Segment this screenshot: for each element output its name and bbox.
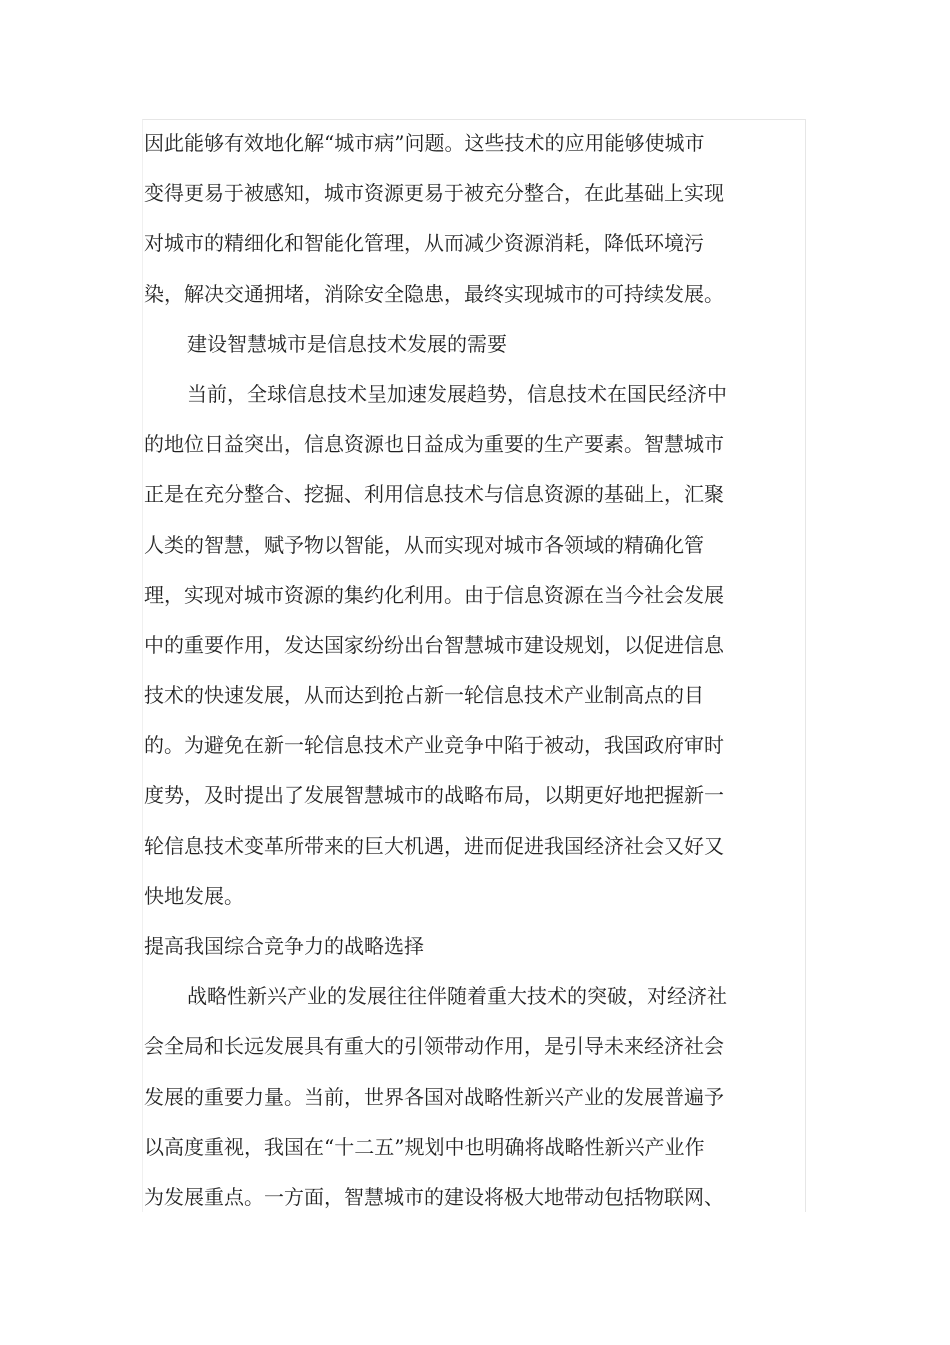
text-line: 理，实现对城市资源的集约化利用。由于信息资源在当今社会发展 [144,582,724,607]
text-line: 因此能够有效地化解“城市病”问题。这些技术的应用能够使城市 [144,131,705,155]
text-line: 正是在充分整合、挖掘、利用信息技术与信息资源的基础上，汇聚 [144,482,724,507]
text-line: 人类的智慧，赋予物以智能，从而实现对城市各领域的精确化管 [144,532,704,557]
section-heading: 提高我国综合竞争力的战略选择 [144,934,424,958]
text-line: 轮信息技术变革所带来的巨大机遇，进而促进我国经济社会又好又 [144,833,724,858]
text-line: 快地发展。 [144,883,244,908]
text-line: 度势，及时提出了发展智慧城市的战略布局，以期更好地把握新一 [144,783,724,808]
text-line: 对城市的精细化和智能化管理，从而减少资源消耗，降低环境污 [144,231,704,256]
text-line: 发展的重要力量。当前，世界各国对战略性新兴产业的发展普遍予 [144,1084,724,1109]
text-line: 当前，全球信息技术呈加速发展趋势，信息技术在国民经济中 [187,381,727,406]
text-line: 技术的快速发展，从而达到抢占新一轮信息技术产业制高点的目 [144,683,704,708]
section-heading: 建设智慧城市是信息技术发展的需要 [187,331,507,356]
text-line: 变得更易于被感知，城市资源更易于被充分整合，在此基础上实现 [144,181,724,206]
text-line: 战略性新兴产业的发展往往伴随着重大技术的突破，对经济社 [187,984,727,1009]
text-line: 染，解决交通拥堵，消除安全隐患，最终实现城市的可持续发展。 [144,281,724,306]
text-line: 的。为避免在新一轮信息技术产业竞争中陷于被动，我国政府审时 [144,733,724,758]
text-line: 以高度重视，我国在“十二五”规划中也明确将战略性新兴产业作 [144,1134,705,1159]
document-body [144,118,754,1222]
text-line: 的地位日益突出，信息资源也日益成为重要的生产要素。智慧城市 [144,432,724,457]
text-line: 会全局和长远发展具有重大的引领带动作用，是引导未来经济社会 [144,1034,724,1059]
text-line: 为发展重点。一方面，智慧城市的建设将极大地带动包括物联网、 [144,1184,724,1209]
text-line: 中的重要作用，发达国家纷纷出台智慧城市建设规划，以促进信息 [144,632,724,657]
